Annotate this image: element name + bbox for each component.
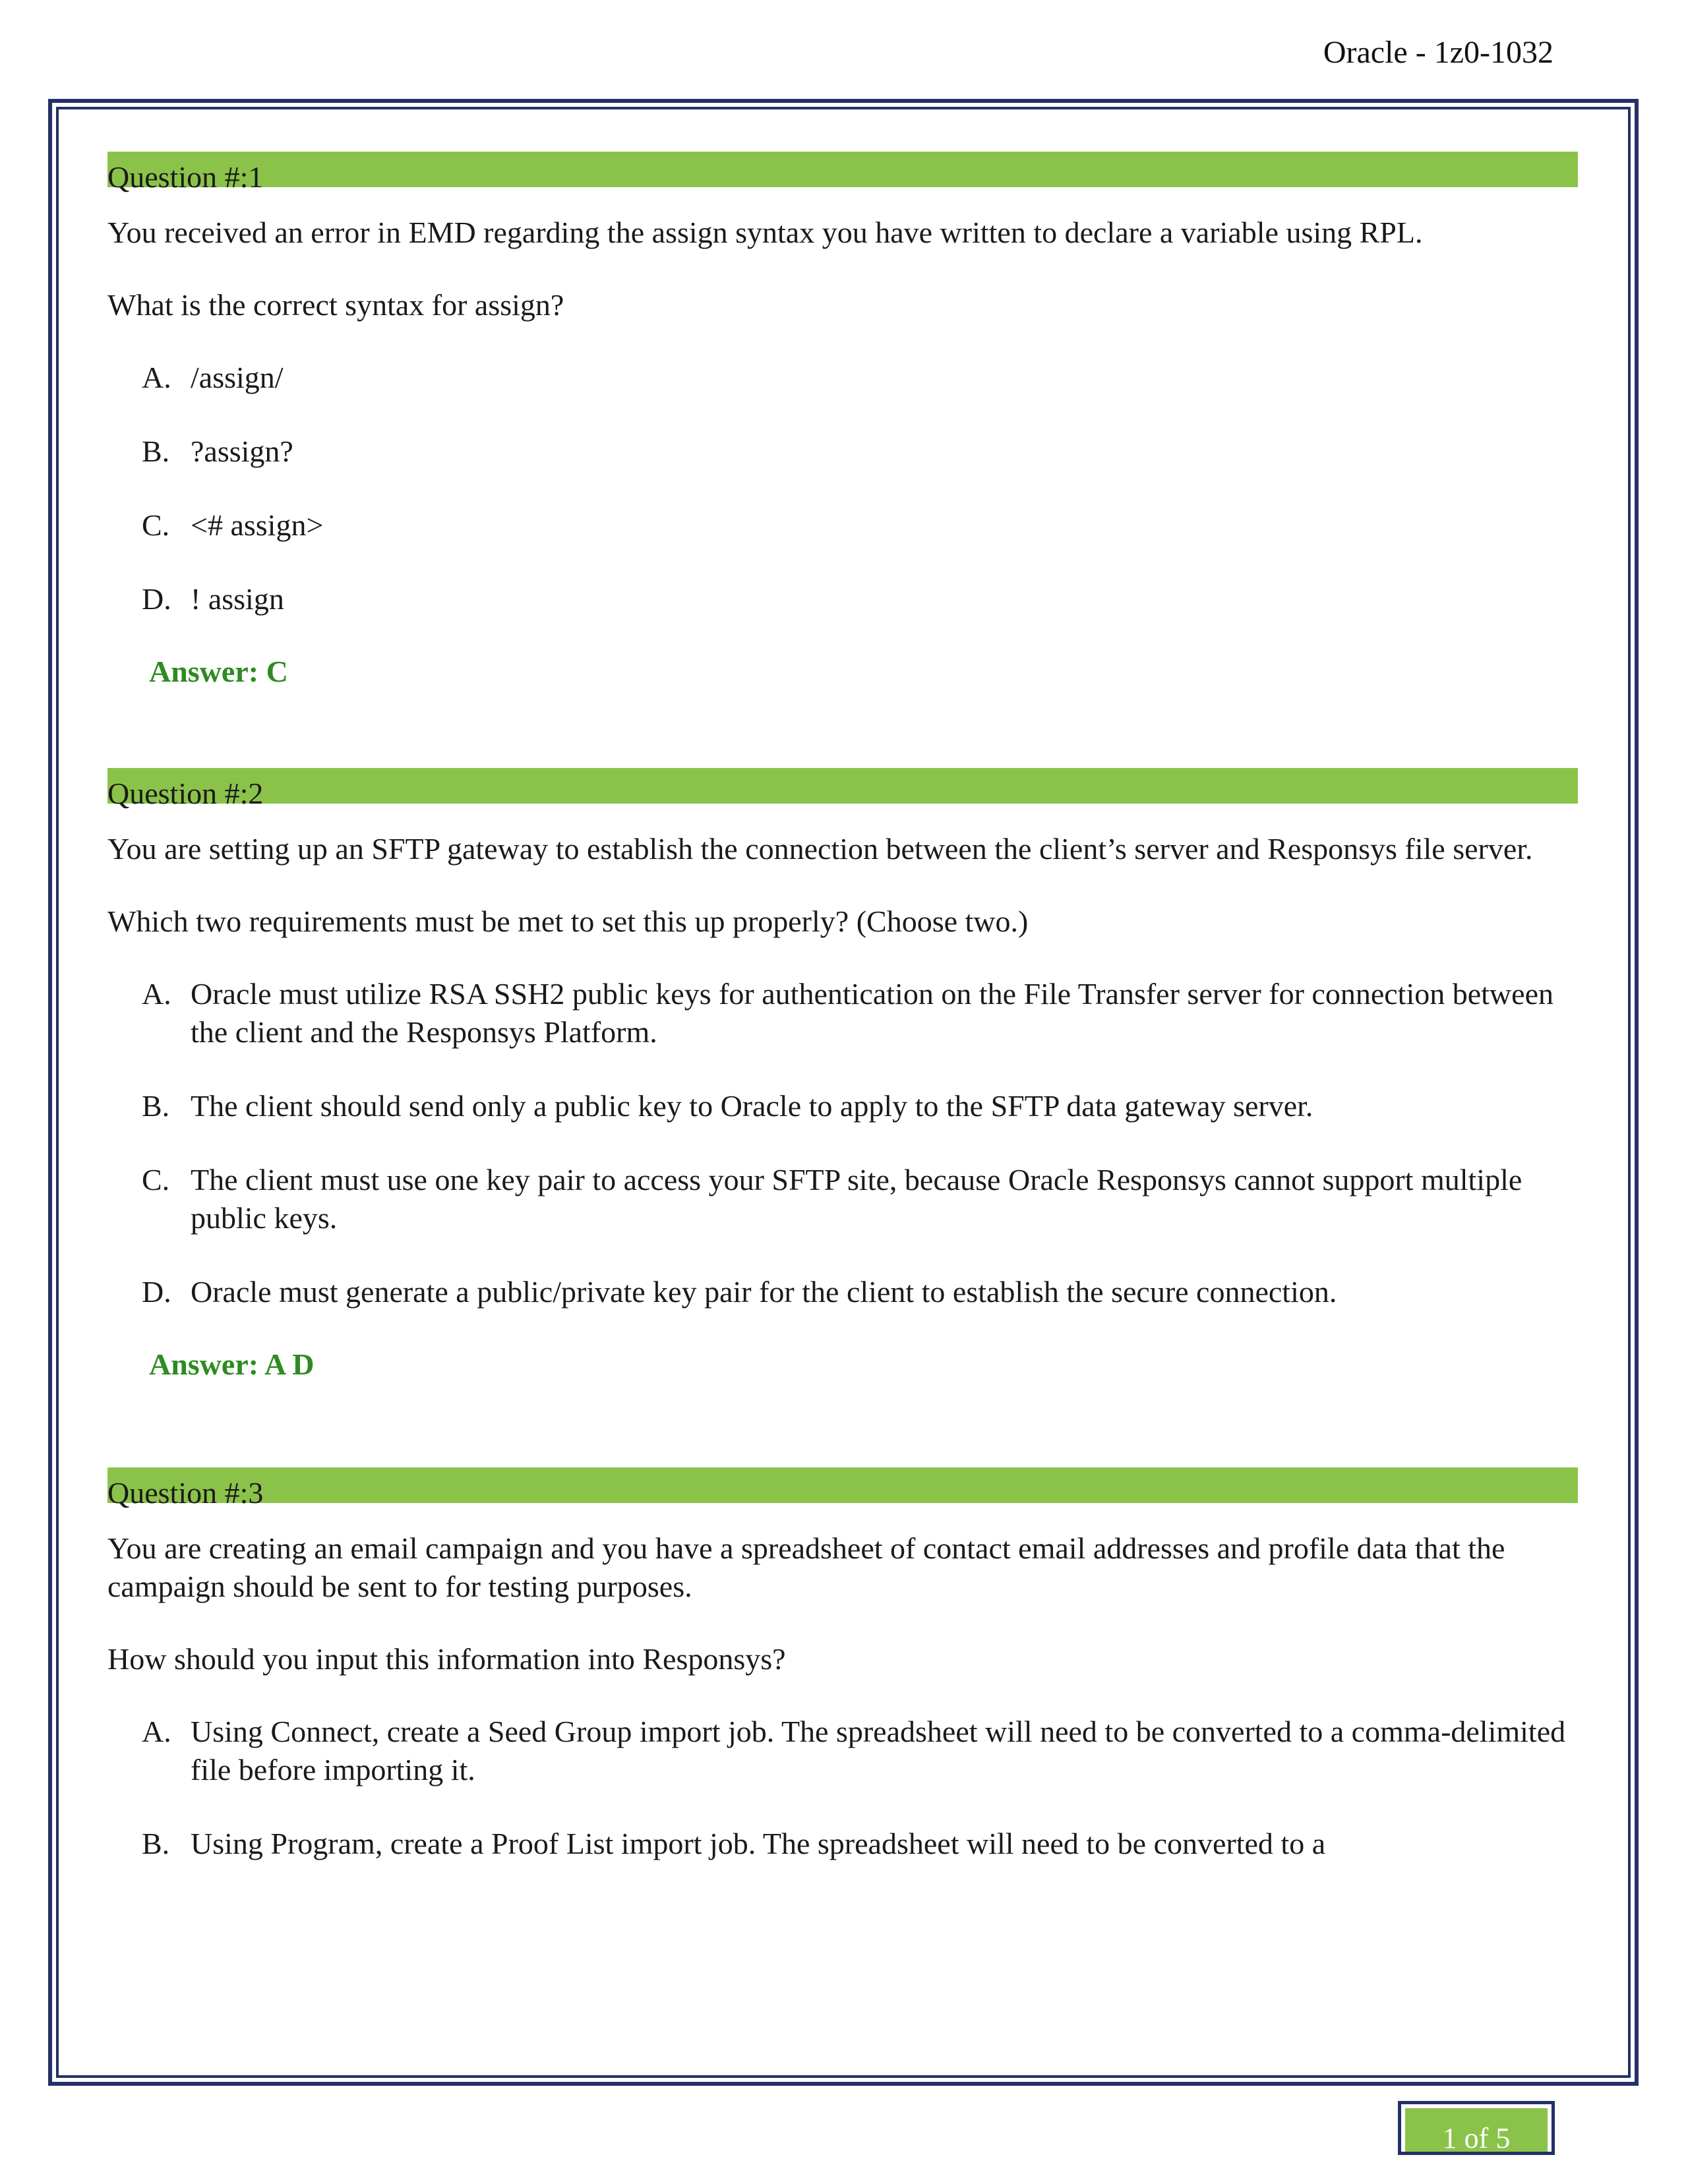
question-heading-bar [107,768,1578,810]
option-text: Using Program, create a Proof List import job. The spreadsheet will need to be converted to a [191,1827,1326,1860]
option-text: Oracle must utilize RSA SSH2 public keys for authentication on the File Transfer server for connection between the client and the Responsys Platform. [191,977,1553,1049]
option-b [107,432,1578,471]
option-text: ?assign? [191,434,293,468]
option-text: Oracle must generate a public/private key pair for the client to establish the secure connection. [191,1275,1337,1309]
option-text: Using Connect, create a Seed Group import job. The spreadsheet will need to be converted to a comma-delimited file before importing it. [191,1715,1566,1786]
question-heading-bar [107,152,1578,194]
option-b [107,1825,1578,1863]
option-text: The client must use one key pair to access your SFTP site, because Oracle Responsys cannot support multiple public keys. [191,1163,1522,1235]
question-prompt: Which two requirements must be met to set this up properly? (Choose two.) [107,904,1029,938]
option-a [107,1713,1578,1789]
option-list [107,1713,1578,1863]
question-heading: Question #:3 [107,1476,264,1510]
option-letter: D. [142,1275,171,1309]
option-letter: C. [142,508,170,542]
option-b [107,1087,1578,1125]
option-letter: B. [142,1089,170,1123]
option-text: The client should send only a public key to Oracle to apply to the SFTP data gateway server. [191,1089,1313,1123]
page-number: 1 of 5 [1442,2122,1511,2152]
question-heading: Question #:2 [107,777,264,810]
option-list [107,359,1578,618]
page-number-box [1398,2101,1555,2155]
option-letter: A. [142,977,171,1011]
option-d [107,580,1578,618]
option-letter: A. [142,1715,171,1748]
question-heading-bar [107,1467,1578,1510]
option-letter: B. [142,1827,170,1860]
option-letter: C. [142,1163,170,1196]
option-text: <# assign> [191,508,324,542]
option-d [107,1273,1578,1311]
question-stem: You are creating an email campaign and you have a spreadsheet of contact email addresses and profile data that the campaign should be sent to for testing purposes. [107,1531,1505,1603]
question-prompt: What is the correct syntax for assign? [107,288,564,322]
option-letter: D. [142,582,171,616]
option-a [107,359,1578,397]
question-heading: Question #:1 [107,160,264,194]
question-1 [107,152,1578,689]
question-3 [107,1467,1578,1863]
option-letter: B. [142,434,170,468]
option-text: /assign/ [191,361,284,394]
question-prompt: How should you input this information into Responsys? [107,1642,786,1676]
page-number-fill [1405,2108,1548,2152]
option-c [107,1161,1578,1237]
document-header-title: Oracle - 1z0-1032 [1323,35,1553,70]
page-content [107,152,1578,1899]
answer-label: Answer: A D [149,1347,315,1381]
question-2 [107,768,1578,1382]
option-list [107,975,1578,1311]
option-text: ! assign [191,582,284,616]
option-letter: A. [142,361,171,394]
question-stem: You received an error in EMD regarding the assign syntax you have written to declare a variable using RPL. [107,216,1423,249]
option-c [107,506,1578,545]
question-stem: You are setting up an SFTP gateway to establish the connection between the client’s server and Responsys file server. [107,832,1533,866]
answer-label: Answer: C [149,655,288,688]
option-a [107,975,1578,1051]
